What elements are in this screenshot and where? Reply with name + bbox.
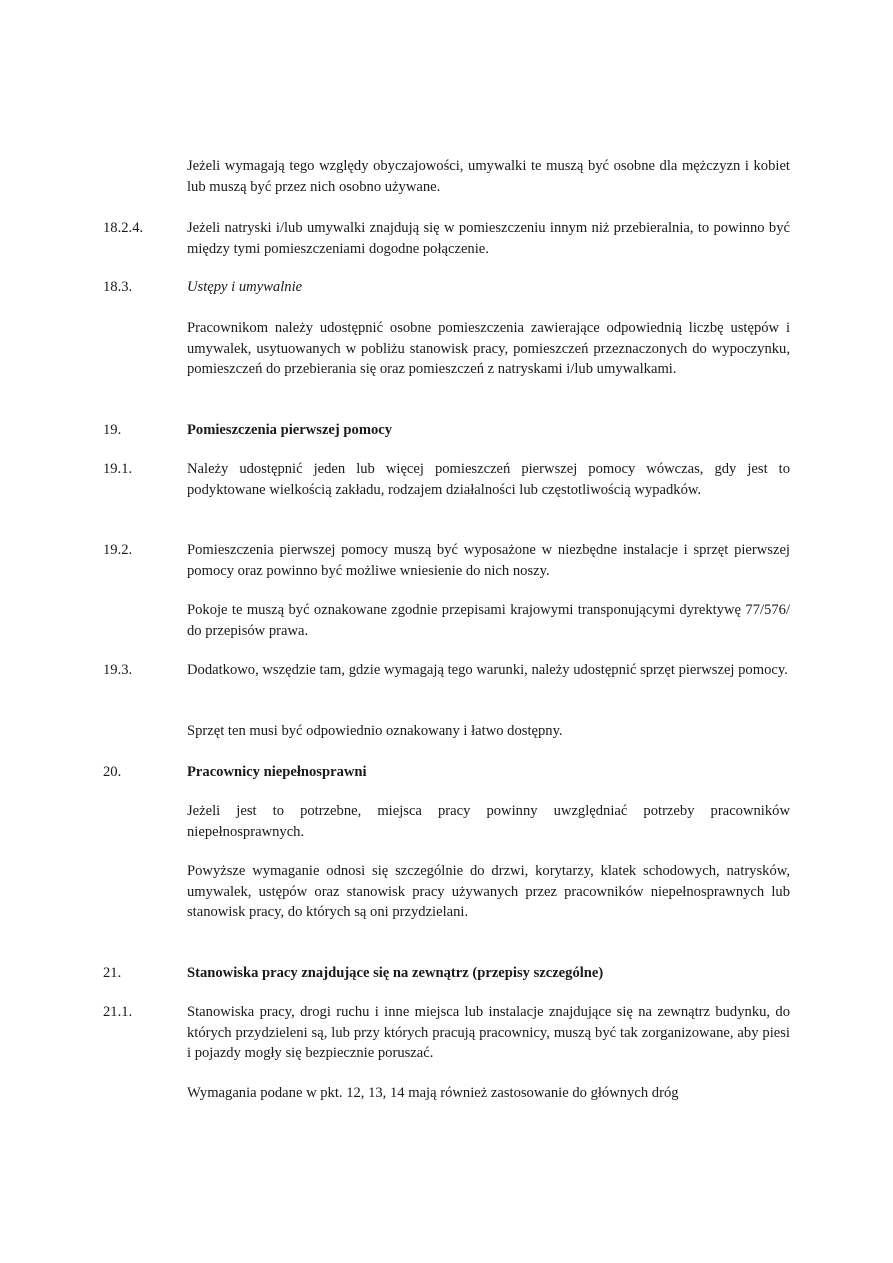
section-21 (103, 963, 790, 984)
section-19-3 (103, 660, 790, 681)
paragraph-20-body-1 (103, 801, 790, 842)
section-heading: Pracownicy niepełnosprawni (187, 764, 367, 780)
section-18-2-4 (103, 218, 790, 259)
paragraph-19-3-body (103, 721, 790, 742)
section-18-3 (103, 277, 790, 298)
paragraph-text: Dodatkowo, wszędzie tam, gdzie wymagają tego warunki, należy udostępnić sprzęt pierwszej pomocy. (187, 662, 788, 678)
section-number: 21. (103, 965, 122, 981)
paragraph-18-3-body (103, 318, 790, 380)
paragraph-text: Pomieszczenia pierwszej pomocy muszą być wyposażone w niezbędne instalacje i sprzęt pierwszej pomocy oraz powinno być możliwe wniesienie do nich noszy. (187, 542, 790, 579)
paragraph-19-2-body (103, 600, 790, 641)
section-19-1 (103, 459, 790, 500)
paragraph-18-2-3-continuation (103, 156, 790, 197)
section-19-2 (103, 540, 790, 581)
section-heading: Pomieszczenia pierwszej pomocy (187, 422, 393, 438)
section-number: 19.2. (103, 542, 133, 558)
paragraph-text: Jeżeli wymagają tego względy obyczajowości, umywalki te muszą być osobne dla mężczyzn i kobiet lub muszą być przez nich osobno używane. (187, 158, 790, 195)
paragraph-21-1-body (103, 1083, 790, 1104)
paragraph-text: Jeżeli jest to potrzebne, miejsca pracy powinny uwzględniać potrzeby pracowników niepełnosprawnych. (187, 803, 790, 840)
section-19 (103, 420, 790, 441)
paragraph-text: Powyższe wymaganie odnosi się szczególnie do drzwi, korytarzy, klatek schodowych, natrysków, umywalek, ustępów oraz stanowisk pracy używanych przez pracowników niepełnosprawnych lub stanowisk pracy, do których są oni przydzielani. (187, 863, 790, 920)
paragraph-20-body-2 (103, 861, 790, 923)
paragraph-text: Stanowiska pracy, drogi ruchu i inne miejsca lub instalacje znajdujące się na zewnątrz budynku, do których przydzieleni są, lub przy których pracują pracownicy, muszą być tak zorganizowane, aby piesi i pojazdy mogły się bezpiecznie poruszać. (187, 1004, 790, 1061)
section-number: 18.3. (103, 279, 133, 295)
section-number: 19. (103, 422, 122, 438)
paragraph-text: Sprzęt ten musi być odpowiednio oznakowany i łatwo dostępny. (187, 723, 563, 739)
paragraph-text: Pokoje te muszą być oznakowane zgodnie przepisami krajowymi transponującymi dyrektywę 77/576/ do przepisów prawa. (187, 602, 790, 639)
section-21-1 (103, 1002, 790, 1064)
section-heading: Ustępy i umywalnie (187, 279, 303, 295)
section-heading: Stanowiska pracy znajdujące się na zewnątrz (przepisy szczególne) (187, 965, 604, 981)
section-number: 20. (103, 764, 122, 780)
section-number: 18.2.4. (103, 220, 144, 236)
section-number: 19.3. (103, 662, 133, 678)
section-20 (103, 762, 790, 783)
paragraph-text: Wymagania podane w pkt. 12, 13, 14 mają również zastosowanie do głównych dróg (187, 1085, 679, 1101)
paragraph-text: Pracownikom należy udostępnić osobne pomieszczenia zawierające odpowiednią liczbę ustępów i umywalek, usytuowanych w pobliżu stanowisk pracy, pomieszczeń przeznaczonych do wypoczynku, pomieszczeń do przebierania się oraz pomieszczeń z natryskami i/lub umywalkami. (187, 320, 790, 377)
section-number: 21.1. (103, 1004, 133, 1020)
paragraph-text: Należy udostępnić jeden lub więcej pomieszczeń pierwszej pomocy wówczas, gdy jest to podyktowane wielkością zakładu, rodzajem działalności lub częstotliwością wypadków. (187, 461, 790, 498)
paragraph-text: Jeżeli natryski i/lub umywalki znajdują się w pomieszczeniu innym niż przebieralnia, to powinno być między tymi pomieszczeniami dogodne połączenie. (187, 220, 790, 257)
section-number: 19.1. (103, 461, 133, 477)
